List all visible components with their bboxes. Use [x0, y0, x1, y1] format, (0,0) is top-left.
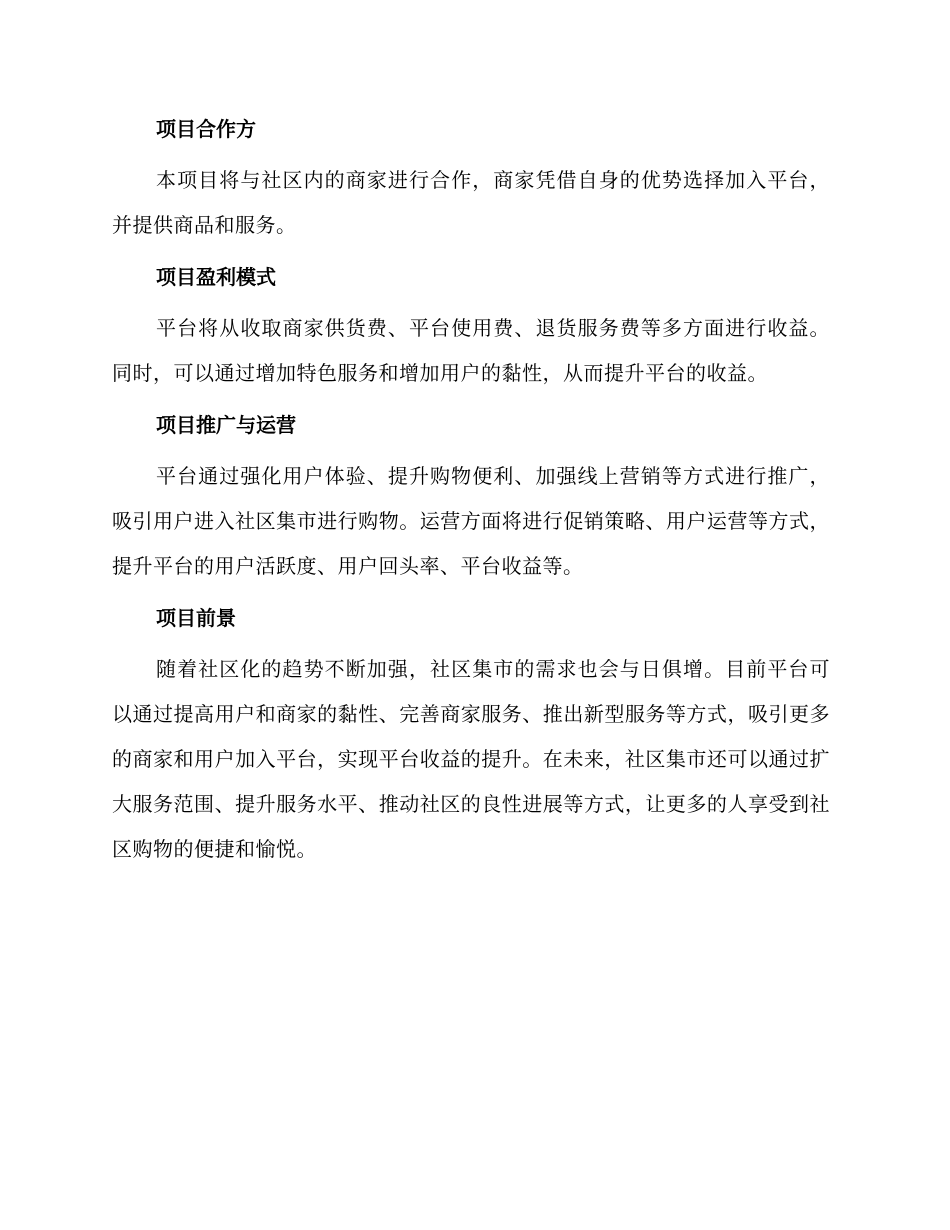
- section-title: 项目盈利模式: [156, 265, 276, 289]
- section-promotion-operation: [112, 407, 830, 600]
- section-profit-model: [112, 259, 830, 407]
- section-paragraph: 平台将从收取商家供货费、平台使用费、退货服务费等多方面进行收益。同时，可以通过增加特色服务和增加用户的黏性，从而提升平台的收益。: [112, 316, 830, 385]
- section-partners: [112, 111, 830, 259]
- section-paragraph: 本项目将与社区内的商家进行合作，商家凭借自身的优势选择加入平台，并提供商品和服务。: [112, 168, 830, 237]
- section-title: 项目合作方: [156, 117, 256, 141]
- section-prospects: [112, 600, 830, 872]
- section-paragraph: 平台通过强化用户体验、提升购物便利、加强线上营销等方式进行推广，吸引用户进入社区集市进行购物。运营方面将进行促销策略、用户运营等方式，提升平台的用户活跃度、用户回头率、平台收益等。: [112, 464, 830, 578]
- section-paragraph: 随着社区化的趋势不断加强，社区集市的需求也会与日俱增。目前平台可以通过提高用户和商家的黏性、完善商家服务、推出新型服务等方式，吸引更多的商家和用户加入平台，实现平台收益的提升。在未来，社区集市还可以通过扩大服务范围、提升服务水平、推动社区的良性进展等方式，让更多的人享受到社区购物的便捷和愉悦。: [112, 657, 830, 861]
- section-title: 项目前景: [156, 606, 236, 630]
- section-title: 项目推广与运营: [156, 413, 296, 437]
